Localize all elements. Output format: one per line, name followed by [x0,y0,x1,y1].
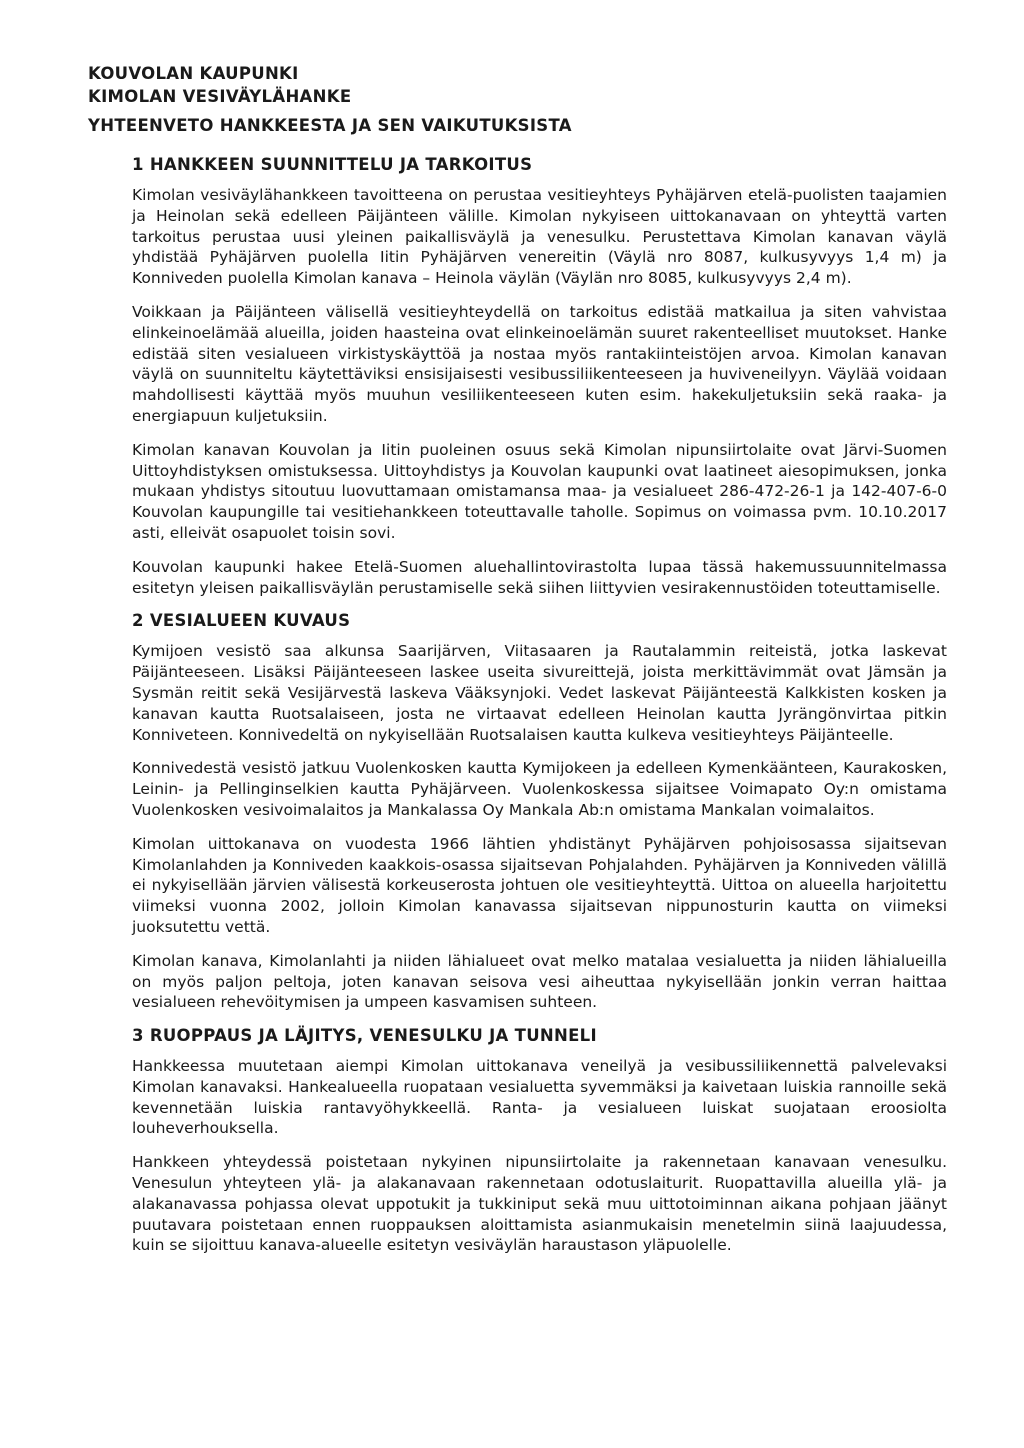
project-name: KIMOLAN VESIVÄYLÄHANKE [88,87,352,106]
paragraph: Kimolan kanavan Kouvolan ja Iitin puoleinen osuus sekä Kimolan nipunsiirtolaite ovat Järvi-Suomen Uittoyhdistyksen omistuksessa. Uittoyhdistys ja Kouvolan kaupunki ovat laatineet aiesopimuksen, jonka mukaan yhdistys sitoutuu luovuttamaan omistamansa maa- ja vesialueet 286-472-26-1 ja 142-407-6-0 Kouvolan kaupungille tai vesitiehankkeen toteuttavalle taholle. Sopimus on voimassa pvm. 10.10.2017 asti, elleivät osapuolet toisin sovi. [132,440,947,542]
paragraph: Kimolan kanava, Kimolanlahti ja niiden lähialueet ovat melko matalaa vesialuetta ja niiden lähialueilla on myös paljon peltoja, joten kanavan seisova vesi aiheuttaa nykyisellään jonkin verran haittaa vesialueen rehevöitymisen ja umpeen kasvamisen suhteen. [132,951,947,1012]
section-1 [132,154,947,598]
organization-name: KOUVOLAN KAUPUNKI [88,64,299,83]
paragraph: Kymijoen vesistö saa alkunsa Saarijärven, Viitasaaren ja Rautalammin reiteistä, jotka laskevat Päijänteeseen. Lisäksi Päijänteeseen laskee useita sivureittejä, joista merkittävimmät ovat Jämsän ja Sysmän reitit sekä Vesijärvestä laskeva Vääksynjoki. Vedet laskevat Päijänteestä Kalkkisten kosken ja kanavan kautta Ruotsalaiseen, josta ne virtaavat edelleen Heinolan kautta Jyrängönvirtaa pitkin Konniveteen. Konnivedeltä on nykyisellään Ruotsalaisen kautta kulkeva vesitieyhteys Päijänteelle. [132,642,947,744]
paragraph: Hankkeen yhteydessä poistetaan nykyinen nipunsiirtolaite ja rakennetaan kanavaan venesulku. Venesulun yhteyteen ylä- ja alakanavaan rakennetaan odotuslaiturit. Ruopattavilla alueilla ylä- ja alakanavassa pohjassa olevat uppotukit ja tukkiniput sekä muu uittotoiminnan aikana pohjaan jäänyt puutavara poistetaan ennen ruoppauksen aloittamista asianmukaisin menetelmin siinä laajuudessa, kuin se sijoittuu kanava-alueelle esitetyn vesiväylän haraustason yläpuolelle. [132,1153,947,1255]
document-body [132,154,947,1256]
section-heading: 1 HANKKEEN SUUNNITTELU JA TARKOITUS [132,155,533,174]
paragraph: Konnivedestä vesistö jatkuu Vuolenkosken kautta Kymijokeen ja edelleen Kymenkäänteen, Kaurakosken, Leinin- ja Pellinginselkien kautta Pyhäjärveen. Vuolenkoskessa sijaitsee Voimapato Oy:n omistama Vuolenkosken vesivoimalaitos ja Mankalassa Oy Mankala Ab:n omistama Mankalan voimalaitos. [132,759,947,819]
paragraph: Kimolan vesiväylähankkeen tavoitteena on perustaa vesitieyhteys Pyhäjärven etelä-puolisten taajamien ja Heinolan sekä edelleen Päijänteen välille. Kimolan nykyiseen uittokanavaan on yhteyttä varten tarkoitus perustaa uusi yleinen paikallisväylä ja venesulku. Perustettava Kimolan kanavan väylä yhdistää Pyhäjärven puolella Iitin Pyhäjärven venereitin (Väylä nro 8087, kulkusyvyys 1,4 m) ja Konniveden puolella Kimolan kanava – Heinola väylän (Väylän nro 8085, kulkusyvyys 2,4 m). [132,186,947,288]
paragraph: Kouvolan kaupunki hakee Etelä-Suomen aluehallintovirastolta lupaa tässä hakemussuunnitelmassa esitetyn yleisen paikallisväylän perustamiselle sekä siihen liittyvien vesirakennustöiden toteuttamiselle. [132,557,947,597]
paragraph: Voikkaan ja Päijänteen välisellä vesitieyhteydellä on tarkoitus edistää matkailua ja siten vahvistaa elinkeinoelämää alueilla, joiden haasteina ovat elinkeinoelämän suuret rakenteelliset muutokset. Hanke edistää siten vesialueen virkistyskäyttöä ja nostaa myös rantakiinteistöjen arvoa. Kimolan kanavan väylä on suunniteltu käytettäviksi ensisijaisesti vesibussiliikenteeseen ja huviveneilyyn. Väylää voidaan mahdollisesti käyttää myös muuhun vesiliikenteeseen kuten esim. hakekuljetuksiin sekä raaka- ja energiapuun kuljetuksiin. [132,302,947,425]
section-2 [132,610,947,1013]
paragraph: Hankkeessa muutetaan aiempi Kimolan uittokanava veneilyä ja vesibussiliikennettä palvelevaksi Kimolan kanavaksi. Hankealueella ruopataan vesialuetta syvemmäksi ja kaivetaan luiskia rannoille sekä kevennetään luiskia rantavyöhykkeellä. Ranta- ja vesialueen luiskat suojataan eroosiolta louheverhouksella. [132,1057,947,1138]
document-title: YHTEENVETO HANKKEESTA JA SEN VAIKUTUKSISTA [88,116,572,135]
document-header [88,62,948,108]
section-heading: 3 RUOPPAUS JA LÄJITYS, VENESULKU JA TUNNELI [132,1026,597,1046]
paragraph: Kimolan uittokanava on vuodesta 1966 lähtien yhdistänyt Pyhäjärven pohjoisosassa sijaitsevan Kimolanlahden ja Konniveden kaakkois-osassa sijaitsevan Pohjalahden. Pyhäjärven ja Konniveden välillä ei nykyisellään järvien välisestä korkeuserosta johtuen ole vesitieyhteyttä. Uittoa on alueella harjoitettu viimeksi vuonna 2002, jolloin Kimolan kanavassa sijaitsevan nippunosturin kautta on viimeksi juoksutettu vettä. [132,834,947,936]
section-heading: 2 VESIALUEEN KUVAUS [132,611,351,631]
section-3 [132,1025,947,1256]
